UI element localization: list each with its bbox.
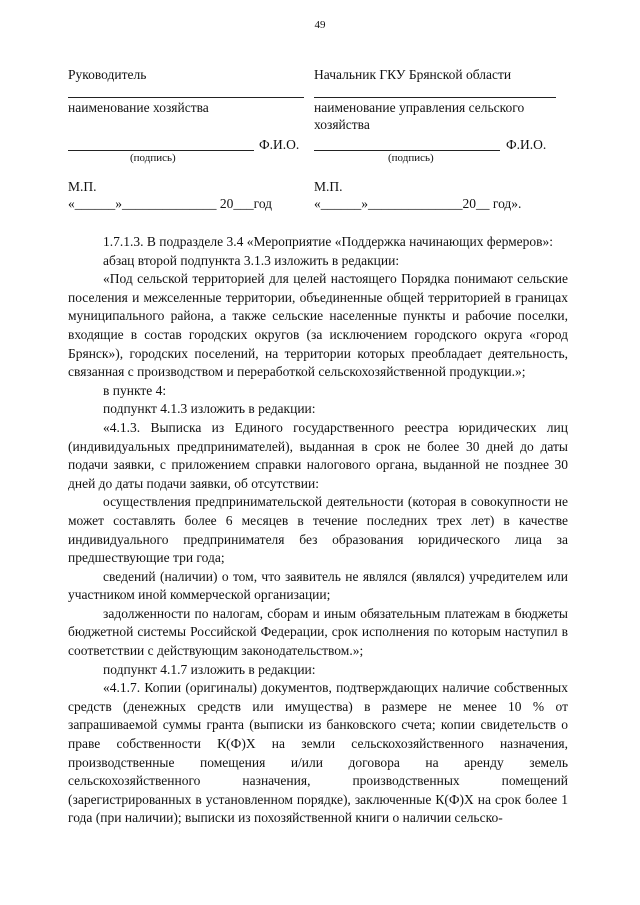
right-sign-rule	[314, 150, 500, 151]
left-date-line: «______»______________ 20___год	[68, 196, 273, 211]
left-org-caption: наименование хозяйства	[68, 100, 209, 115]
document-body	[68, 233, 568, 828]
right-org-caption-line2: хозяйства	[314, 117, 370, 132]
paragraph: «Под сельской территорией для целей настоящего Порядка понимают сельские поселения и межселенные территории, объединенные общей территорией в границах муниципального района, а также сельские населенные пункты и рабочие поселки, входящие в состав городских округов (за исключением городского округа «город Брянск»), городских поселений, на территории которых преобладает деятельность, связанная с производством и переработкой сельскохозяйственной продукции.»;	[68, 271, 568, 380]
paragraph: подпункт 4.1.7 изложить в редакции:	[103, 661, 316, 677]
right-fio-label: Ф.И.О.	[506, 137, 547, 152]
paragraph: задолженности по налогам, сборам и иным обязательным платежам в бюджеты бюджетной системы Российской Федерации, срок исполнения по которым наступил в соответствии с действующим законодательством.»;	[68, 605, 568, 659]
left-stamp-label: М.П.	[68, 179, 97, 194]
paragraph: сведений (наличии) о том, что заявитель не являлся (являлся) учредителем или участником иной коммерческой организации;	[68, 568, 568, 603]
paragraph: подпункт 4.1.3 изложить в редакции:	[103, 401, 316, 417]
right-title-rule	[314, 97, 556, 98]
right-stamp-label: М.П.	[314, 179, 343, 194]
paragraph: в пункте 4:	[103, 382, 167, 398]
right-org-caption-line1: наименование управления сельского	[314, 100, 525, 115]
left-sign-rule	[68, 150, 254, 151]
paragraph: абзац второй подпункта 3.1.3 изложить в редакции:	[103, 252, 400, 268]
right-date-line: «______»______________20__ год».	[314, 196, 522, 211]
left-fio-label: Ф.И.О.	[259, 137, 300, 152]
right-sign-caption: (подпись)	[388, 152, 434, 164]
right-signatory-title: Начальник ГКУ Брянской области	[314, 67, 512, 82]
paragraph: осуществления предпринимательской деятельности (которая в совокупности не может составлять более 6 месяцев в течение последних трех лет) в качестве индивидуального предпринимателя без образования юридического лица за предшествующие три года;	[68, 494, 568, 566]
left-sign-caption: (подпись)	[130, 152, 176, 164]
paragraph: «4.1.3. Выписка из Единого государственного реестра юридических лиц (индивидуальных предпринимателей), выданная в срок не более 30 дней до даты подачи заявки, с приложением справки налогового органа, выданной не позднее 30 дней до даты подачи заявки, об отсутствии:	[68, 419, 568, 491]
paragraph: «4.1.7. Копии (оригиналы) документов, подтверждающих наличие собственных средств (денежных средств или имущества) в размере не менее 10 % от запрашиваемой суммы гранта (выписки из банковского счета; копии свидетельств о праве собственности К(Ф)Х на земли сельскохозяйственного назначения, производственные помещения и/или договора на аренду земель сельскохозяйственного назначения, производственных помещений (зарегистрированных в установленном порядке), заключенные К(Ф)Х на срок более 1 года (при наличии); выписки из похозяйственной книги о наличии сельско-	[68, 680, 568, 826]
left-title-rule	[68, 97, 304, 98]
left-signatory-title: Руководитель	[68, 67, 147, 82]
paragraph: 1.7.1.3. В подразделе 3.4 «Мероприятие «Поддержка начинающих фермеров»:	[103, 234, 554, 249]
page-number: 49	[314, 19, 326, 31]
